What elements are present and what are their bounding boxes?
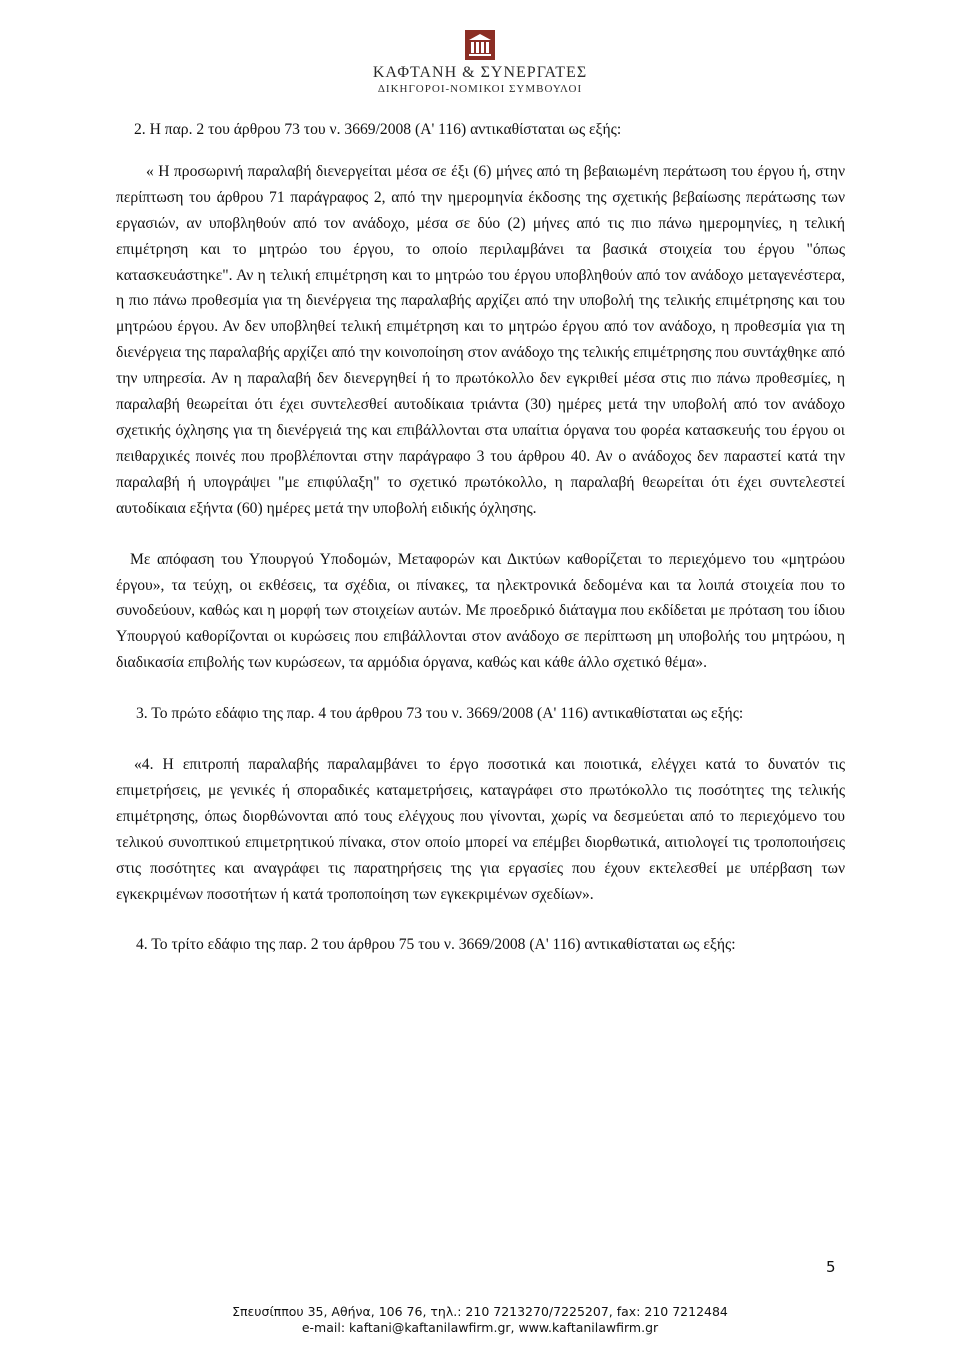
paragraph-3-quote: «4. Η επιτροπή παραλαβής παραλαμβάνει το έργο ποσοτικά και ποιοτικά, ελέγχει κατά το δυνατόν τις επιμετρήσεις, με γενικές ή σποραδικές καταμετρήσεις, καταγράφει στο πρωτόκολλο τις ποσότητες της τελικής επιμέτρησης, όπως διορθώνονται από τους ελέγχους που γίνονται, χωρίς να δεσμεύεται από το περιεχόμενο του τελικού συνοπτικού επιμετρητικού πίνακα, στον οποίο μπορεί να επέμβει διορθωτικά, αιτιολογεί τις τροποποιήσεις στις ποσότητες και αναγράφει τις παρατηρήσεις της για εργασίες που έχουν εκτελεσθεί με υπέρβαση των εγκεκριμένων ποσοτήτων ή κατά τροποποίηση των εγκεκριμένων σχεδίων». (116, 756, 845, 903)
building-columns-icon (465, 30, 495, 60)
footer-contact: e-mail: kaftani@kaftanilawfirm.gr, www.kaftanilawfirm.gr (301, 1320, 659, 1335)
document-body (116, 117, 845, 958)
firm-name: ΚΑΦΤΑΝΗ & ΣΥΝΕΡΓΑΤΕΣ (372, 64, 588, 81)
paragraph-2-ministry-decision: Με απόφαση του Υπουργού Υποδομών, Μεταφορών και Δικτύων καθορίζεται το περιεχόμενο του «μητρώου έργου», τα τεύχη, οι εκθέσεις, τα σχέδια, οι πίνακες, τα ηλεκτρονικά δεδομένα και τα λοιπά στοιχεία που το συνοδεύουν, καθώς και η μορφή των στοιχείων αυτών. Με προεδρικό διάταγμα που εκδίδεται με πρόταση του ίδιου Υπουργού καθορίζονται οι κυρώσεις που επιβάλλονται στον ανάδοχο σε περίπτωση μη υποβολής του μητρώου, η διαδικασία επιβολής των κυρώσεων, τα αρμόδια όργανα, καθώς και κάθε άλλο σχετικό θέμα». (116, 550, 845, 672)
paragraph-2-heading: 2. Η παρ. 2 του άρθρου 73 του ν. 3669/2008 (Α' 116) αντικαθίσταται ως εξής: (134, 121, 622, 138)
paragraph-2-quote: « Η προσωρινή παραλαβή διενεργείται μέσα σε έξι (6) μήνες από τη βεβαιωμένη περάτωση του έργου ή, στην περίπτωση του άρθρου 71 παράγραφος 2, από την ημερομηνία έκδοσης της σχετικής βεβαίωσης περάτωσης των εργασιών, αν υποβληθούν από τον ανάδοχο, μέσα σε δύο (2) μήνες από τις πιο πάνω ημερομηνίες, η τελική επιμέτρηση και το μητρώο του έργου, το οποίο περιλαμβάνει τα βασικά στοιχεία του έργου "όπως κατασκευάστηκε". Αν η τελική επιμέτρηση και το μητρώο του έργου υποβληθούν από τον ανάδοχο μεταγενέστερα, η πιο πάνω προθεσμία για τη διενέργεια της παραλαβής αρχίζει από την υποβολή της τελικής επιμέτρησης και του μητρώου έργου. Αν δεν υποβληθεί τελική επιμέτρηση και το μητρώο έργου από τον ανάδοχο, η προθεσμία για τη διενέργεια της παραλαβής αρχίζει από την κοινοποίηση στον ανάδοχο της τελικής επιμέτρησης που συντάχθηκε από την υπηρεσία. Αν η παραλαβή δεν διενεργηθεί ή το πρωτόκολλο δεν εγκριθεί μέσα στις πιο πάνω προθεσμίες, η παραλαβή θεωρείται ότι έχει συντελεσθεί αυτοδίκαια τριάντα (30) ημέρες μετά την υποβολή από τον ανάδοχο σχετικής όχλησης για τη διενέργειά της και επιβάλλονται στα υπαίτια όργανα του φορέα κατασκευής του έργου οι πειθαρχικές ποινές που προβλέπονται στην παράγραφο 3 του άρθρου 40. Αν ο ανάδοχος δεν παραστεί κατά την παραλαβή ή υπογράψει "με επιφύλαξη" το σχετικό πρωτόκολλο, η παραλαβή θεωρείται ότι έχει συντελεστεί αυτοδίκαια εξήντα (60) ημέρες μετά την υποβολή ειδικής όχλησης. (116, 162, 845, 517)
footer (0, 1304, 960, 1336)
footer-address: Σπευσίππου 35, Αθήνα, 106 76, τηλ.: 210 7213270/7225207, fax: 210 7212484 (232, 1304, 728, 1319)
page-number: 5 (826, 1258, 836, 1276)
paragraph-4-heading: 4. Το τρίτο εδάφιο της παρ. 2 του άρθρου 75 του ν. 3669/2008 (Α' 116) αντικαθίσταται ως εξής: (136, 936, 736, 954)
firm-subtitle: ΔΙΚΗΓΟΡΟΙ-ΝΟΜΙΚΟΙ ΣΥΜΒΟΥΛΟΙ (377, 83, 583, 95)
paragraph-3-heading: 3. Το πρώτο εδάφιο της παρ. 4 του άρθρου 73 του ν. 3669/2008 (Α' 116) αντικαθίσταται ως εξής: (136, 705, 744, 723)
letterhead-logo (360, 30, 600, 96)
